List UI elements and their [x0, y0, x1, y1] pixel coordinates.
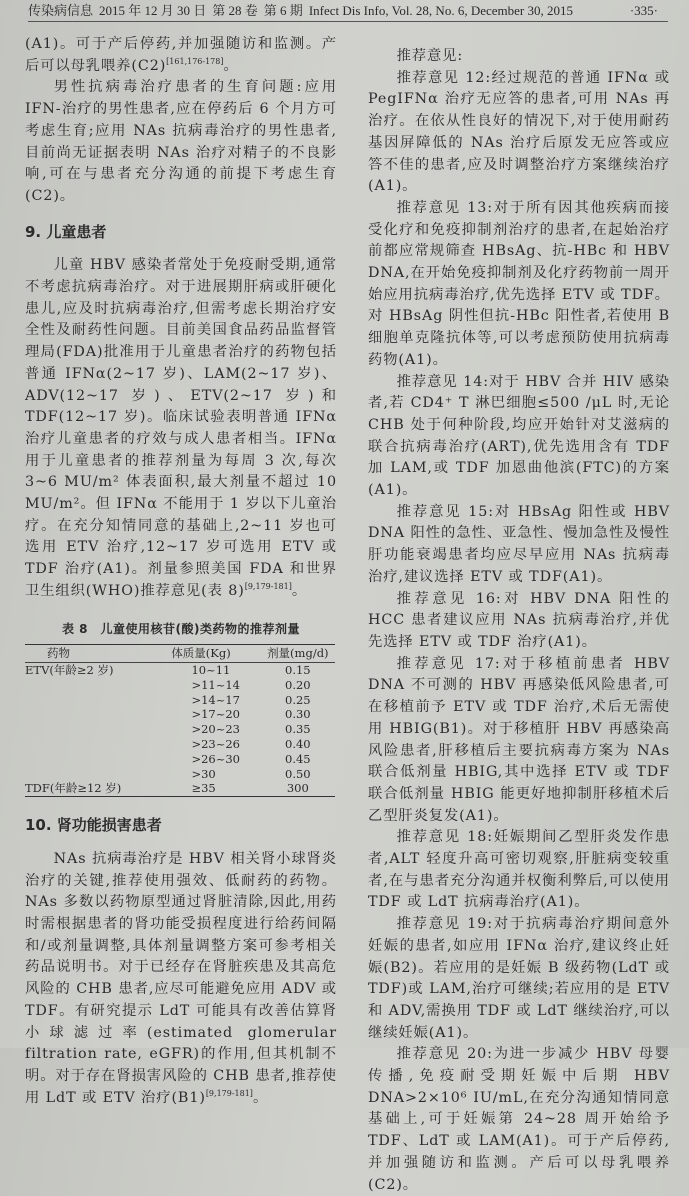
left-column [25, 34, 337, 1109]
paragraph [25, 34, 337, 77]
table-cell: 0.45 [285, 751, 311, 766]
table-cell: 0.20 [285, 677, 311, 692]
table-row [25, 678, 335, 693]
table-cell: >30 [191, 766, 216, 781]
column-header: 药物 [25, 645, 141, 663]
reference: [9,179-181] [244, 582, 292, 592]
table-cell [25, 722, 141, 737]
paragraph-text: NAs 抗病毒治疗是 HBV 相关肾小球肾炎治疗的关键,推荐使用强效、低耐药的药物。NAs 多数以药物原型通过肾脏清除,因此,用药时需根据患者的肾功能受损程度进行给药间隔和/或剂量调整,具体剂量调整方案可参考相关药品说明书。对于已经存在肾脏疾患及其高危风险的 CHB 患者,应尽可能避免应用 ADV 或 TDF。有研究提示 LdT 可能具有改善估算肾小球滤过率(estimated glomerular filtration rate, eGFR)的作用,但其机制不明。对于存在肾损害风险的 CHB 患者,推荐使用 LdT 或 ETV 治疗(B1) [25, 850, 337, 1106]
header-citation [28, 2, 618, 20]
table-cell: 0.35 [285, 722, 311, 737]
issue-date: 2015 年 12 月 30 日 [99, 3, 207, 18]
table-cell: 0.25 [285, 692, 311, 707]
reference: [161,176-178] [166, 56, 224, 66]
table-cell [25, 752, 141, 767]
table-cell: 300 [286, 781, 309, 796]
recommendation-15: 推荐意见 15:对 HBsAg 阳性或 HBV DNA 阳性的急性、亚急性、慢加急性及慢性肝功能衰竭患者均应尽早应用 NAs 抗病毒治疗,建议选择 ETV 或 TDF(A1)。 [368, 503, 670, 585]
table-cell [25, 767, 141, 782]
volume: 第 28 卷 [212, 3, 258, 18]
recommendation-13: 推荐意见 13:对于所有因其他疾病而接受化疗和免疫抑制剂治疗的患者,在起始治疗前都应常规筛查 HBsAg、抗-HBc 和 HBV DNA,在开始免疫抑制剂及化疗药物前一周开始应用抗病毒治疗,优先选择 ETV 或 TDF。对 HBsAg 阴性但抗-HBc 阳性者,若使用 B 细胞单克隆抗体等,可以考虑预防使用抗病毒药物(A1)。 [368, 199, 670, 368]
table-cell: >23~26 [191, 737, 240, 752]
table-row [25, 781, 335, 796]
table-cell: >17~20 [191, 707, 240, 722]
column-header: 体质量(Kg) [141, 645, 260, 663]
dosage-table [25, 644, 335, 797]
journal-name: 传染病信息 [28, 3, 94, 18]
table-cell [25, 737, 141, 752]
table-row [25, 722, 335, 737]
table-cell [25, 707, 141, 722]
table-row [25, 707, 335, 722]
table-row [25, 693, 335, 708]
table-cell: ETV(年龄≥2 岁) [25, 663, 114, 678]
recommendation-19: 推荐意见 19:对于抗病毒治疗期间意外妊娠的患者,如应用 IFNα 治疗,建议终止妊娠(B2)。若应用的是妊娠 B 级药物(LdT 或 TDF)或 LAM,治疗可继续;若应用的是 ETV 和 ADV,需换用 TDF 或 LdT 继续治疗,可以继续妊娠(A1)。 [368, 916, 670, 1041]
running-header [28, 2, 668, 22]
reference: [9,179-181] [205, 1088, 253, 1098]
table-cell: >26~30 [191, 751, 240, 766]
paragraph-text: (A1)。可于产后停药,并加强随访和监测。产后可以母乳喂养(C2) [25, 36, 337, 74]
table-cell [25, 678, 141, 693]
table-cell: >20~23 [191, 722, 240, 737]
punct: 。 [223, 57, 239, 74]
table-cell: 0.15 [285, 663, 311, 678]
recommendations-intro: 推荐意见: [396, 48, 464, 64]
punct: 。 [252, 1089, 269, 1106]
recommendation-20: 推荐意见 20:为进一步减少 HBV 母婴传播,免疫耐受期妊娠中后期 HBV DNA>2×10⁶ IU/mL,在充分沟通知情同意基础上,可于妊娠第 24~28 周开始给予 TDF、LdT 或 LAM(A1)。可于产后停药,并加强随访和监测。产后可以母乳喂养(C2)。 [368, 1046, 670, 1193]
table-row [25, 663, 335, 678]
table-row [25, 752, 335, 767]
recommendation-12: 推荐意见 12:经过规范的普通 IFNα 或PegIFNα 治疗无应答的患者,可用 NAs 再治疗。在依从性良好的情况下,对于使用耐药基因屏障低的 NAs 治疗后原发无应答或应答不佳的患者,应及时调整治疗方案继续治疗(A1)。 [368, 69, 670, 195]
table-caption: 表 8 儿童使用核苷(酸)类药物的推荐剂量 [62, 621, 300, 636]
right-column [368, 46, 670, 1196]
recommendation-17: 推荐意见 17:对于移植前患者 HBV DNA 不可测的 HBV 再感染低风险患者,可在移植前予 ETV 或 TDF 治疗,术后无需使用 HBIG(B1)。对于移植肝 HBV 再感染高风险患者,肝移植后主要抗病毒方案为 NAs 联合低剂量 HBIG,其中选择 ETV 或 TDF 联合低剂量 HBIG 能更好地抑制肝移植术后乙型肝炎复发(A1)。 [368, 655, 670, 824]
page-number: ·335· [629, 3, 658, 18]
recommendation-18: 推荐意见 18:妊娠期间乙型肝炎发作患者,ALT 轻度升高可密切观察,肝脏病变较重者,在与患者充分沟通并权衡利弊后,可以使用 TDF 或 LdT 抗病毒治疗(A1)。 [368, 829, 670, 911]
paragraph-text: 儿童 HBV 感染者常处于免疫耐受期,通常不考虑抗病毒治疗。对于进展期肝病或肝硬化患儿,应及时抗病毒治疗,但需考虑长期治疗安全性及耐药性问题。目前美国食品药品监督管理局(FDA)批准用于儿童患者治疗的药物包括普通 IFNα(2~17 岁)、LAM(2~17 岁)、ADV(12~17 岁)、ETV(2~17 岁)和 TDF(12~17 岁)。临床试验表明普通 IFNα 治疗儿童患者的疗效与成人患者相当。IFNα 用于儿童患者的推荐剂量为每周 3 次,每次 3~6 MU/m² 体表面积,最大剂量不超过 10 MU/m²。但 IFNα 不能用于 1 岁以下儿童治疗。在充分知情同意的基础上,2~11 岁也可选用 ETV 治疗,12~17 岁可选用 ETV 或 TDF 治疗(A1)。剂量参照美国 FDA 和世界卫生组织(WHO)推荐意见(表 8) [25, 257, 337, 599]
column-header: 剂量(mg/d) [261, 645, 335, 663]
table-cell: 0.50 [285, 766, 311, 781]
table-cell: >11~14 [191, 677, 240, 692]
recommendation-14: 推荐意见 14:对于 HBV 合并 HIV 感染者,若 CD4⁺ T 淋巴细胞≤500 /μL 时,无论 CHB 处于何种阶段,均应开始针对艾滋病的联合抗病毒治疗(ART),优先选用含有 TDF 加 LAM,或 TDF 加恩曲他滨(FTC)的方案(A1)。 [368, 373, 670, 499]
table-cell: >14~17 [191, 692, 240, 707]
paragraph [25, 849, 337, 1109]
section-heading-9: 9. 儿童患者 [25, 222, 107, 241]
punct: 。 [291, 582, 308, 599]
table-cell: TDF(年龄≥12 岁) [25, 781, 122, 796]
table-cell: 0.40 [285, 737, 311, 752]
table-header-row [25, 645, 335, 663]
table-row [25, 767, 335, 782]
english-citation: Infect Dis Info, Vol. 28, No. 6, December 30, 2015 [308, 3, 573, 18]
paragraph: 男性抗病毒治疗患者的生育问题:应用 IFN-治疗的男性患者,应在停药后 6 个月方可考虑生育;应用 NAs 抗病毒治疗的男性患者,目前尚无证据表明 NAs 治疗对精子的不良影响,可在与患者充分沟通的前提下考虑生育(C2)。 [25, 79, 337, 204]
section-heading-10: 10. 肾功能损害患者 [25, 816, 162, 835]
table-cell [25, 693, 141, 708]
recommendation-16: 推荐意见 16:对 HBV DNA 阳性的 HCC 患者建议应用 NAs 抗病毒治疗,并优先选择 ETV 或 TDF 治疗(A1)。 [368, 590, 670, 650]
paragraph [25, 255, 337, 602]
table-cell: 10~11 [191, 663, 231, 678]
issue: 第 6 期 [263, 3, 303, 18]
table-cell: 0.30 [285, 707, 311, 722]
table-cell: ≥35 [191, 781, 216, 796]
table-row [25, 737, 335, 752]
